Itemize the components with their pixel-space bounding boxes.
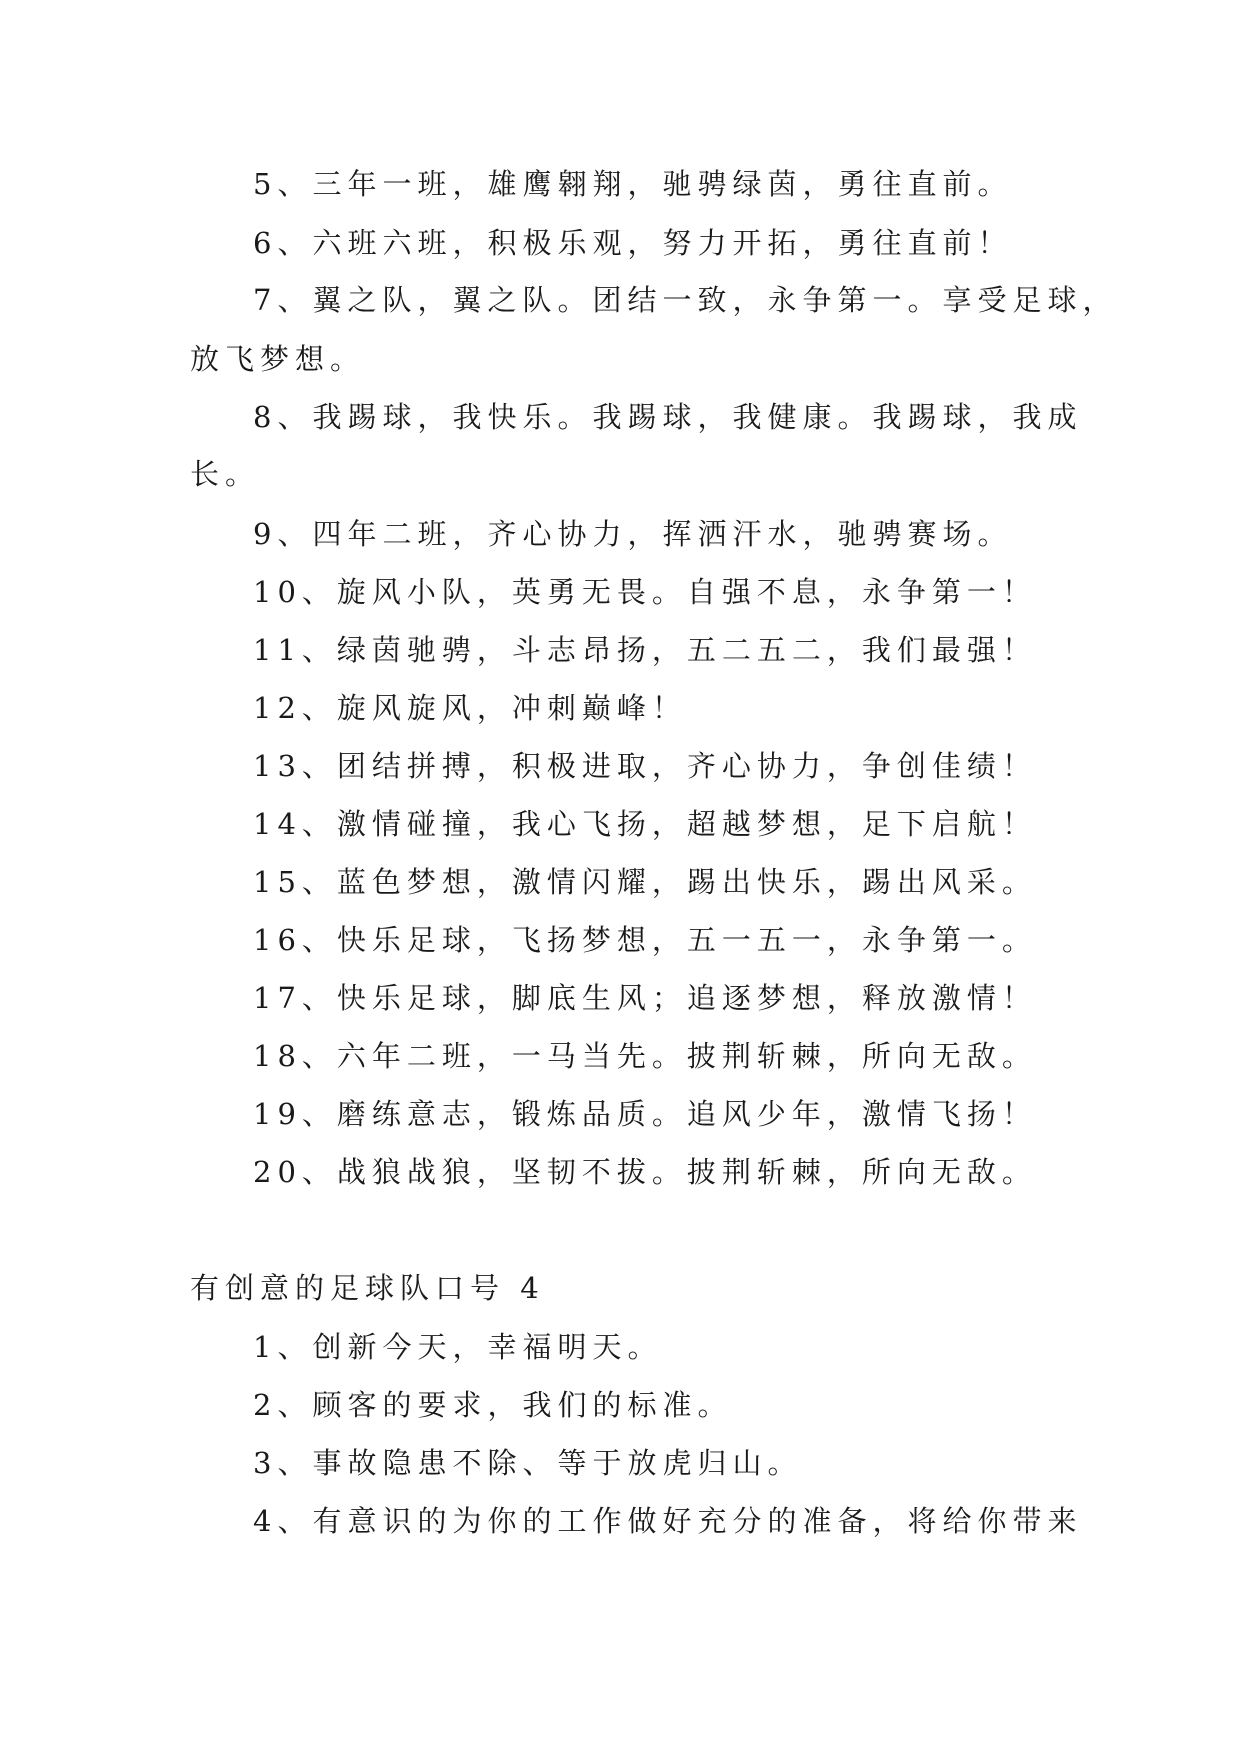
slogan-line: 15、蓝色梦想，激情闪耀，踢出快乐，踢出风采。 <box>253 865 1037 899</box>
slogan-line-continuation: 放飞梦想。 <box>190 342 366 376</box>
slogan-line: 20、战狼战狼，坚韧不拔。披荆斩棘，所向无敌。 <box>253 1155 1037 1189</box>
slogan-line: 12、旋风旋风，冲刺巅峰！ <box>253 691 687 725</box>
slogan-line: 9、四年二班，齐心协力，挥洒汗水，驰骋赛场。 <box>253 517 1013 551</box>
slogan-line: 4、有意识的为你的工作做好充分的准备，将给你带来 <box>253 1504 1083 1538</box>
slogan-line: 10、旋风小队，英勇无畏。自强不息，永争第一！ <box>253 575 1037 609</box>
slogan-line: 6、六班六班，积极乐观，努力开拓，勇往直前！ <box>253 226 1013 260</box>
slogan-line: 14、激情碰撞，我心飞扬，超越梦想，足下启航！ <box>253 807 1037 841</box>
slogan-line: 8、我踢球，我快乐。我踢球，我健康。我踢球，我成 <box>253 400 1083 434</box>
section-heading: 有创意的足球队口号 4 <box>190 1271 545 1305</box>
slogan-line: 13、团结拼搏，积极进取，齐心协力，争创佳绩！ <box>253 749 1037 783</box>
slogan-line: 17、快乐足球，脚底生风；追逐梦想，释放激情！ <box>253 981 1037 1015</box>
slogan-line: 19、磨练意志，锻炼品质。追风少年，激情飞扬！ <box>253 1097 1037 1131</box>
slogan-line: 11、绿茵驰骋，斗志昂扬，五二五二，我们最强！ <box>253 633 1037 667</box>
slogan-line: 18、六年二班，一马当先。披荆斩棘，所向无敌。 <box>253 1039 1037 1073</box>
slogan-line: 5、三年一班，雄鹰翱翔，驰骋绿茵，勇往直前。 <box>253 167 1013 201</box>
slogan-line: 7、翼之队，翼之队。团结一致，永争第一。享受足球， <box>253 283 1118 317</box>
slogan-line: 2、顾客的要求，我们的标准。 <box>253 1388 733 1422</box>
slogan-line: 16、快乐足球，飞扬梦想，五一五一，永争第一。 <box>253 923 1037 957</box>
slogan-line-continuation: 长。 <box>190 457 261 491</box>
slogan-line: 3、事故隐患不除、等于放虎归山。 <box>253 1446 803 1480</box>
slogan-line: 1、创新今天，幸福明天。 <box>253 1330 663 1364</box>
